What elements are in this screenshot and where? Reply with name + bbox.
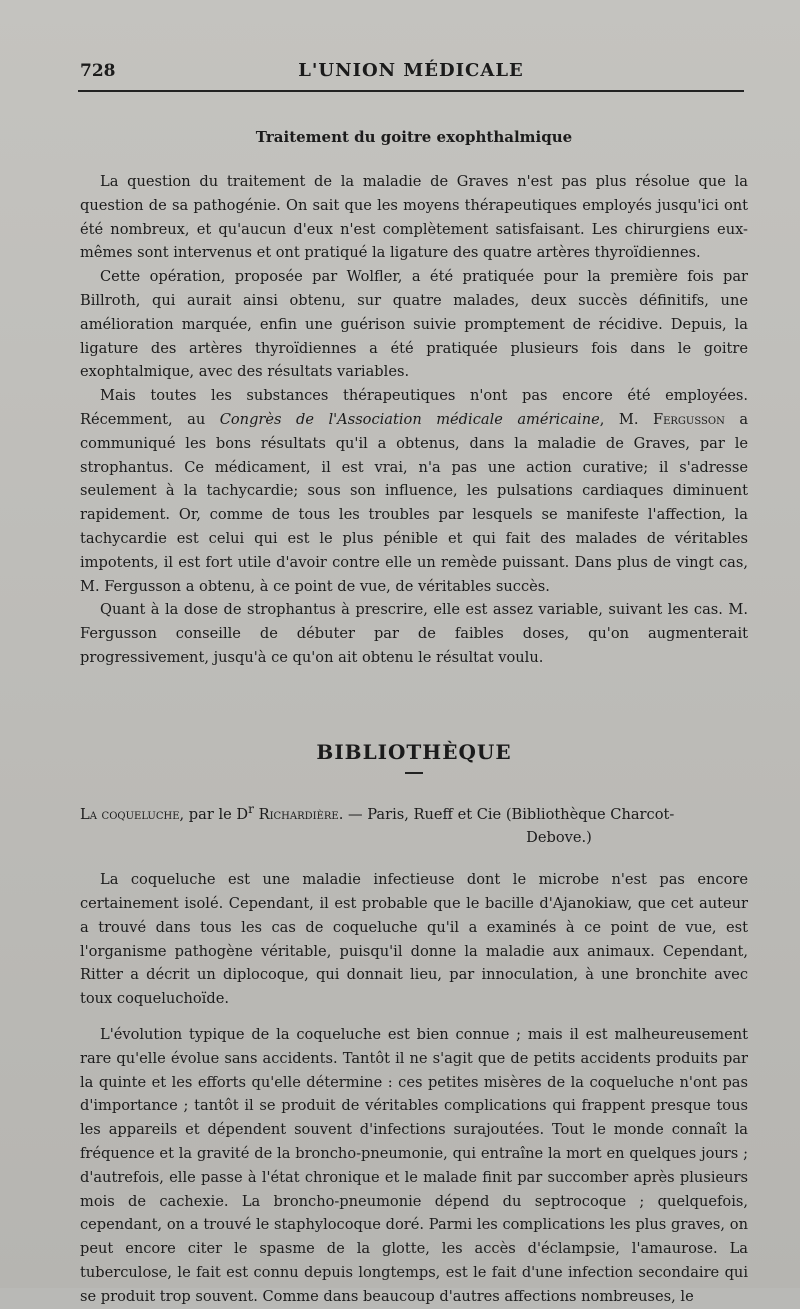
running-title: L'UNION MÉDICALE	[298, 60, 524, 81]
superscript: r	[248, 801, 254, 816]
article-paragraph-3	[80, 384, 748, 598]
author-name: Fergusson	[652, 410, 725, 428]
page-number: 728	[80, 61, 116, 81]
page-header	[78, 56, 744, 92]
page-content	[80, 124, 748, 1309]
publisher-line-2: Debove.)	[526, 829, 592, 847]
reviewed-work-title: La coqueluche	[80, 805, 180, 823]
section-divider	[405, 772, 423, 774]
text-run: , M.	[599, 410, 653, 428]
article-title: Traitement du goitre exophthalmique	[255, 128, 573, 146]
review-paragraph-1: La coqueluche est une maladie infectieuse dont le microbe n'est pas encore certainement isolé. Cependant, il est probable que le bacille d'Ajanokiaw, que cet auteur a trouvé dans tous les cas de coqueluche qu'il a examinés à ce point de vue, est l'organisme pathogène véritable, puisqu'il donne la maladie aux animaux. Cependant, Ritter a décrit un diplocoque, qui donnait lieu, par innoculation, à une bronchite avec toux coqueluchoïde.	[80, 871, 748, 1008]
article-paragraph-2: Cette opération, proposée par Wolfler, a été pratiquée pour la première fois par Billroth, qui aurait ainsi obtenu, sur quatre malades, deux succès définitifs, une amélioration marquée, enfin une guérison suivie promptement de récidive. Depuis, la ligature des artères thyroïdiennes a été pratiquée plusieurs fois dans le goitre exophtalmique, avec des résultats variables.	[80, 268, 748, 381]
publisher-line: . — Paris, Rueff et Cie (Bibliothèque Charcot-	[338, 805, 675, 823]
congress-name: Congrès de l'Association médicale américaine	[219, 410, 600, 428]
reviewed-work-author: Richardière	[253, 805, 339, 823]
review-paragraph-2: L'évolution typique de la coqueluche est bien connue ; mais il est malheureusement rare qu'elle évolue sans accidents. Tantôt il ne s'agit que de petits accidents produits par la quinte et les efforts qu'elle détermine : ces petites misères de la coqueluche n'ont pas d'importance ; tantôt il se produit de véritables complications qui frappent presque tous les appareils et dépendent souvent d'infections surajoutées. Tout le monde connaît la fréquence et la gravité de la broncho-pneumonie, qui entraîne la mort en quelques jours ; d'autrefois, elle passe à l'état chronique et le malade finit par succomber après plusieurs mois de cachexie. La broncho-pneumonie dépend du septrocoque ; quelquefois, cependant, on a trouvé le staphylocoque doré. Parmi les complications les plus graves, on peut encore citer le spasme de la glotte, les accès d'éclampsie, l'amaurose. La tuberculose, le fait est connu depuis longtemps, est le fait d'une infection secondaire qui se produit trop souvent. Comme dans beaucoup d'autres affections nombreuses, le	[80, 1025, 748, 1305]
review-entry-heading	[80, 798, 748, 850]
text-run: , par le D	[179, 805, 249, 823]
article-paragraph-1: La question du traitement de la maladie de Graves n'est pas plus résolue que la question de sa pathogénie. On sait que les moyens thérapeutiques employés jusqu'ici ont été nombreux, et qu'aucun d'eux n'est complètement satisfaisant. Les chirurgiens eux-mêmes sont intervenus et ont pratiqué la ligature des quatre artères thyroïdiennes.	[80, 173, 748, 262]
section-title: BIBLIOTHÈQUE	[316, 739, 512, 764]
article-paragraph-4: Quant à la dose de strophantus à prescrire, elle est assez variable, suivant les cas. M. Fergusson conseille de débuter par de faibles doses, qu'on augmenterait progressivement, jusqu'à ce qu'on ait obtenu le résultat voulu.	[80, 601, 748, 666]
text-run: a communiqué les bons résultats qu'il a obtenus, dans la maladie de Graves, par le strophantus. Ce médicament, il est vrai, n'a pas une action curative; il s'adresse seulement à la tachycardie; sous son influence, les pulsations cardiaques diminuent rapidement. Or, comme de tous les troubles par lesquels se manifeste l'affection, la tachycardie est celui qui est le plus pénible et qui fait des malades de véritables impotents, il est fort utile d'avoir contre elle un remède puissant. Dans plus de vingt cas, M. Fergusson a obtenu, à ce point de vue, de véritables succès.	[80, 410, 749, 595]
text-run: Mais toutes les substances thérapeutiques n'ont pas encore été employées. Récemment, au	[80, 387, 748, 428]
